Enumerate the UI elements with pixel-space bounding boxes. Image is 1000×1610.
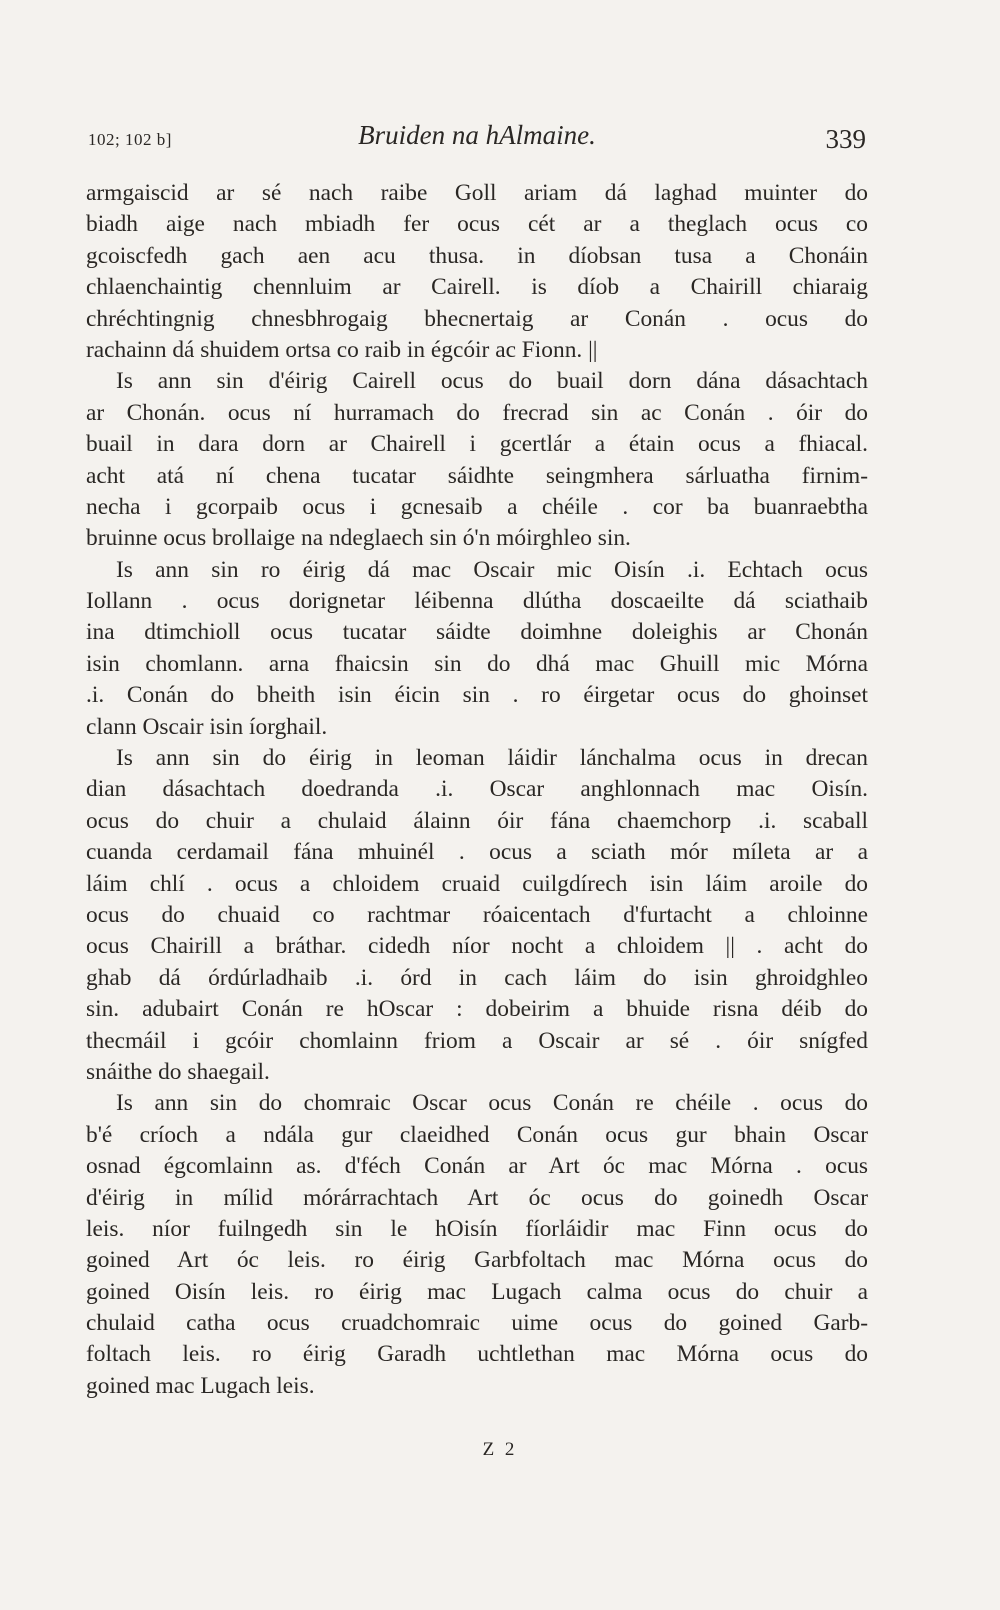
text-line: d'éirig in mílid mórárrachtach Art óc ocus do goinedh Oscar (86, 1184, 868, 1211)
text-line: cuanda cerdamail fána mhuinél . ocus a sciath mór míleta ar a (86, 839, 868, 866)
text-line: buail in dara dorn ar Chairell i gcertlár a étain ocus a fhiacal. (86, 431, 868, 458)
text-line: .i. Conán do bheith isin éicin sin . ro éirgetar ocus do ghoinset (86, 682, 868, 709)
text-line: ocus Chairill a bráthar. cidedh níor nocht a chloidem || . acht do (86, 933, 868, 960)
text-line: dian dásachtach doedranda .i. Oscar anghlonnach mac Oisín. (86, 776, 868, 803)
text-line: clann Oscair isin íorghail. (86, 713, 328, 740)
text-line: ghab dá órdúrladhaib .i. órd in cach láim do isin ghroidghleo (86, 964, 868, 991)
text-line: chlaenchaintig chennluim ar Cairell. is díob a Chairill chiaraig (86, 274, 868, 301)
text-line: goined mac Lugach leis. (86, 1372, 315, 1399)
manuscript-reference: 102; 102 b] (88, 130, 172, 149)
text-line: ocus do chuir a chulaid álainn óir fána chaemchorp .i. scaball (86, 807, 868, 834)
paragraph-start-line: Is ann sin ro éirig dá mac Oscair mic Oisín .i. Echtach ocus (116, 556, 868, 583)
text-line: ocus do chuaid co rachtmar róaicentach d'furtacht a chloinne (86, 901, 868, 928)
paragraph-start-line: Is ann sin do chomraic Oscar ocus Conán re chéile . ocus do (116, 1090, 868, 1117)
text-line: rachainn dá shuidem ortsa co raib in égcóir ac Fionn. || (86, 336, 598, 363)
text-line: sin. adubairt Conán re hOscar : dobeirim a bhuide risna déib do (86, 996, 868, 1023)
text-line: isin chomlann. arna fhaicsin sin do dhá mac Ghuill mic Mórna (86, 650, 868, 677)
text-line: chréchtingnig chnesbhrogaig bhecnertaig ar Conán . ocus do (86, 305, 868, 332)
text-line: armgaiscid ar sé nach raibe Goll ariam dá laghad muinter do (86, 180, 868, 206)
text-line: thecmáil i gcóir chomlainn friom a Oscair ar sé . óir snígfed (86, 1027, 868, 1054)
paragraph-start-line: Is ann sin d'éirig Cairell ocus do buail dorn dána dásachtach (116, 368, 868, 395)
text-line: snáithe do shaegail. (86, 1058, 270, 1085)
text-line: chulaid catha ocus cruadchomraic uime ocus do goined Garb- (86, 1310, 868, 1337)
running-title: Bruiden na hAlmaine. (358, 120, 596, 150)
page-number: 339 (825, 124, 866, 154)
text-line: gcoiscfedh gach aen acu thusa. in díobsan tusa a Chonáin (86, 242, 868, 269)
text-line: leis. níor fuilngedh sin le hOisín fíorláidir mac Finn ocus do (86, 1215, 868, 1242)
text-line: goined Art óc leis. ro éirig Garbfoltach mac Mórna ocus do (86, 1247, 868, 1274)
text-line: biadh aige nach mbiadh fer ocus cét ar a theglach ocus co (86, 211, 868, 238)
text-line: láim chlí . ocus a chloidem cruaid cuilgdírech isin láim aroile do (86, 870, 868, 897)
text-line: necha i gcorpaib ocus i gcnesaib a chéile . cor ba buanraebtha (86, 493, 868, 520)
text-line: goined Oisín leis. ro éirig mac Lugach calma ocus do chuir a (86, 1278, 868, 1305)
signature-mark: Z 2 (482, 1439, 518, 1460)
text-line: foltach leis. ro éirig Garadh uchtlethan mac Mórna ocus do (86, 1341, 868, 1368)
text-line: ar Chonán. ocus ní hurramach do frecrad sin ac Conán . óir do (86, 399, 868, 426)
text-line: ina dtimchioll ocus tucatar sáidte doimhne doleighis ar Chonán (86, 619, 868, 646)
text-line: b'é críoch a ndála gur claeidhed Conán ocus gur bhain Oscar (86, 1121, 868, 1148)
text-line: osnad égcomlainn as. d'féch Conán ar Art óc mac Mórna . ocus (86, 1153, 868, 1180)
text-line: bruinne ocus brollaige na ndeglaech sin ó'n móirghleo sin. (86, 525, 631, 552)
running-header (88, 118, 866, 158)
text-line: Iollann . ocus dorignetar léibenna dlútha doscaeilte dá sciathaib (86, 588, 868, 615)
text-line: acht atá ní chena tucatar sáidhte seingmhera sárluatha firnim- (86, 462, 868, 489)
paragraph-start-line: Is ann sin do éirig in leoman láidir lánchalma ocus in drecan (116, 745, 868, 772)
body-text (86, 178, 868, 1402)
